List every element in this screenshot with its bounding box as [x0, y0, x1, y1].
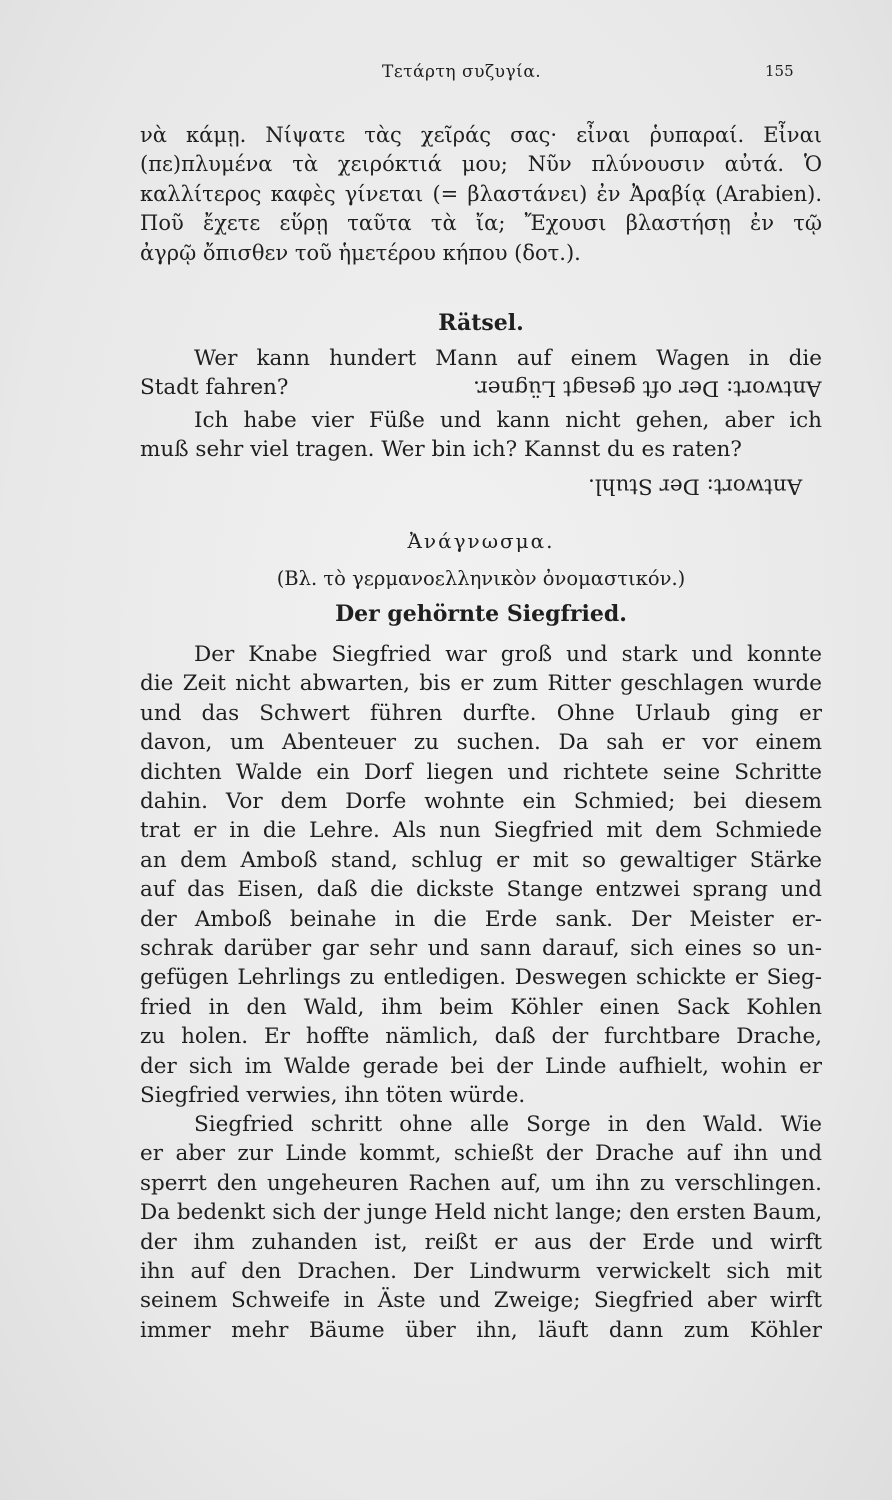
- greek-paragraph: [140, 121, 822, 268]
- riddle-1-line-1: Wer kann hundert Mann auf einem Wagen in die: [194, 346, 822, 371]
- answer-2-row: [140, 471, 822, 500]
- riddle-2-line-1: Ich habe vier Füße und kann nicht gehen, aber ich: [194, 408, 822, 433]
- story-line: seinem Schweife in Äste und Zweige; Siegfried aber wirft: [140, 1288, 822, 1314]
- greek-line: Ποῦ ἔχετε εὕρῃ ταῦτα τὰ ἴα; Ἔχουσι βλαστήσῃ ἐν τῷ: [140, 211, 822, 236]
- story-line: der Amboß beinahe in die Erde sank. Der Meister er-: [140, 906, 822, 932]
- story-line: die Zeit nicht abwarten, bis er zum Ritter geschlagen wurde: [140, 671, 822, 697]
- story-line: zu holen. Er hoffte nämlich, daß der furchtbare Drache,: [140, 1024, 822, 1050]
- riddle-1-line-2: Stadt fahren?: [140, 375, 289, 400]
- riddle-2-line-2: muß sehr viel tragen. Wer bin ich? Kannst du es raten?: [140, 437, 742, 463]
- story-line: ihn auf den Drachen. Der Lindwurm verwickelt sich mit: [140, 1259, 822, 1285]
- story-line: immer mehr Bäume über ihn, läuft dann zum Köhler: [140, 1317, 822, 1343]
- story-line: und das Schwert führen durfte. Ohne Urlaub ging er: [140, 700, 822, 726]
- story-title: Der gehörnte Siegfried.: [335, 601, 627, 627]
- greek-line: ἀγρῷ ὄπισθεν τοῦ ἡμετέρου κήπου (δοτ.).: [140, 240, 581, 265]
- story-line: Siegfried schritt ohne alle Sorge in den Wald. Wie: [194, 1112, 822, 1137]
- story-line: der sich im Walde gerade bei der Linde aufhielt, wohin er: [140, 1053, 822, 1079]
- story-line: dichten Walde ein Dorf liegen und richtete seine Schritte: [140, 759, 822, 785]
- story-line: trat er in die Lehre. Als nun Siegfried mit dem Schmiede: [140, 818, 822, 844]
- story-line: der ihm zuhanden ist, reißt er aus der Erde und wirft: [140, 1229, 822, 1255]
- page-number: 155: [765, 62, 794, 80]
- greek-line: καλλίτερος καφὲς γίνεται (= βλαστάνει) ἐν Ἀραβίᾳ (Arabien).: [140, 181, 822, 206]
- story-paragraph-2: [140, 1110, 822, 1345]
- raetsel-heading: Rätsel.: [438, 310, 524, 336]
- story-line: an dem Amboß stand, schlug er mit so gewaltiger Stärke: [140, 847, 822, 873]
- story-line: gefügen Lehrlings zu entledigen. Deswegen schickte er Sieg-: [140, 965, 822, 991]
- anagnosma-heading: Ἀνάγνωσμα.: [407, 529, 555, 553]
- story-line: sperrt den ungeheuren Rachen auf, um ihn zu verschlingen.: [140, 1170, 822, 1196]
- answer-2-upside-down: Antwort: Der Stuhl.: [587, 473, 802, 499]
- running-head: Τετάρτη συζυγία.: [382, 62, 542, 82]
- story-line: Siegfried verwies, ihn töten würde.: [140, 1083, 526, 1109]
- greek-line: νὰ κάμῃ. Νίψατε τὰς χεῖράς σας· εἶναι ῥυπαραί. Εἶναι: [140, 123, 822, 147]
- greek-line: (πε)πλυμένα τὰ χειρόκτιά μου; Νῦν πλύνουσιν αὐτά. Ὁ: [140, 152, 822, 177]
- story-line: davon, um Abenteuer zu suchen. Da sah er vor einem: [140, 730, 822, 756]
- riddle-2: [140, 406, 822, 465]
- riddle-1: [140, 344, 822, 373]
- story-line: fried in den Wald, ihm beim Köhler einen Sack Kohlen: [140, 994, 822, 1020]
- story-line: schrak darüber gar sehr und sann darauf, sich eines so un-: [140, 936, 822, 962]
- answer-1-upside-down: Antwort: Der oft gesagt Lügner.: [473, 375, 822, 401]
- story-line: auf das Eisen, daß die dickste Stange entzwei sprang und: [140, 877, 822, 903]
- story-line: er aber zur Linde kommt, schießt der Drache auf ihn und: [140, 1141, 822, 1167]
- story-line: dahin. Vor dem Dorfe wohnte ein Schmied; bei diesem: [140, 789, 822, 815]
- page-header: [0, 62, 892, 92]
- story-line: Der Knabe Siegfried war groß und stark und konnte: [194, 642, 822, 667]
- story-paragraph-1: [140, 640, 822, 1111]
- story-line: Da bedenkt sich der junge Held nicht lange; den ersten Baum,: [140, 1200, 822, 1226]
- anagnosma-subtitle: (Βλ. τὸ γερμανοελληνικὸν ὀνομαστικόν.): [276, 567, 686, 590]
- answer-1-row: [140, 373, 822, 402]
